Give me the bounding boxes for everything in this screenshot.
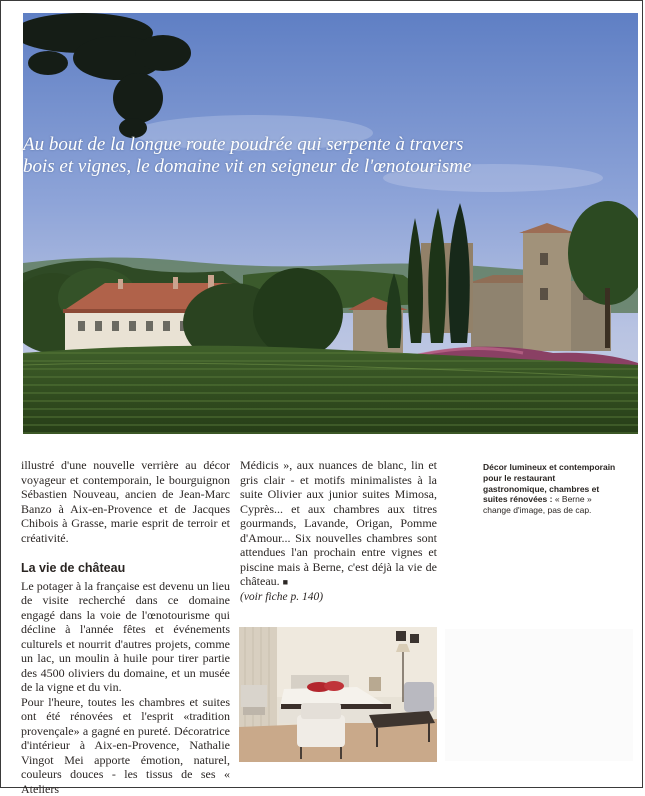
- article-intro-paragraph: illustré d'une nouvelle verrière au décor voyageur et contemporain, le bourguignon Sébastien Nouveau, ancien de Jean-Marc Banzo à Aix-en-Provence et de Jacques Chibois à Grasse, marie esprit de terroir et créativité.: [21, 458, 230, 545]
- article-column-1: [21, 458, 230, 796]
- article-column-2: [240, 458, 437, 604]
- article-column-2-text: Médicis », aux nuances de blanc, lin et gris clair - et motifs minimalistes à la suite Olivier aux junior suites Mimosa, Cyprès... et aux chambres aux titres gourmands, Lavande, Origan, Pomme d'Amour... Six nouvelles chambres sont attendues l'an prochain entre vignes et piscine mais à Berne, c'est déjà la vie de château.: [240, 458, 437, 588]
- photo-caption: [483, 462, 621, 516]
- vineyard-chateau-photo: [23, 13, 638, 434]
- pull-quote-line-1: Au bout de la longue route poudrée qui serpente à travers: [23, 134, 623, 156]
- hero-photo: [23, 13, 638, 434]
- photo-caption-bold: Décor lumineux et contemporain pour le restaurant gastronomique, chambres et suites rénovées :: [483, 462, 615, 504]
- bedroom-photo: [239, 627, 437, 762]
- section-subheading: La vie de château: [21, 561, 230, 576]
- pull-quote-line-2: bois et vignes, le domaine vit en seigneur de l'œnotourisme: [23, 156, 623, 178]
- page-reference: (voir fiche p. 140): [240, 590, 437, 605]
- bedroom-photo-frame: [239, 627, 437, 762]
- end-of-article-mark: ■: [283, 577, 288, 587]
- photo-caption-text: « Berne » change d'image, pas de cap.: [483, 494, 592, 515]
- article-paragraph-2: Le potager à la française est devenu un lieu de visite recherché dans ce domaine engagé dans la voie de l'œnotourisme qui décline à l'année fêtes et événements culturels et nourrit d'autres projets, comme un lac, un moulin à huile pour tirer partie des 4500 oliviers du domaine, et un musée de la vigne et du vin.: [21, 579, 230, 695]
- article-paragraph-3: Pour l'heure, toutes les chambres et suites ont été rénovées et l'esprit «tradition provençale» a gagné en pureté. Décoratrice d'intérieur à Aix-en-Provence, Nathalie Vingot Mei apporte émotion, naturel, couleurs douces - les tissus de ses « Ateliers: [21, 695, 230, 796]
- pull-quote: [23, 134, 623, 178]
- blank-area: [445, 629, 633, 761]
